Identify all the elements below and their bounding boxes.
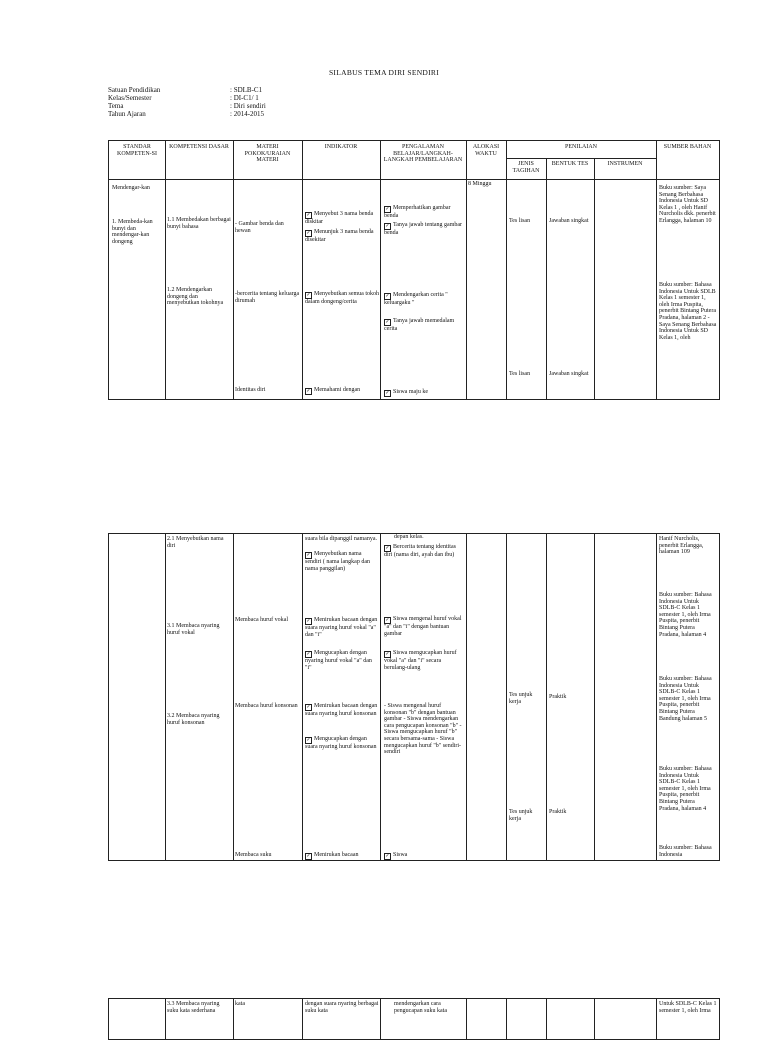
jenis-cell: Tes lisan: [509, 371, 531, 377]
column-divider: [165, 534, 166, 860]
column-divider: [656, 534, 657, 860]
indikator-item: [305, 387, 379, 395]
info-row: [108, 94, 266, 102]
row-divider: [109, 179, 719, 180]
pengalaman-cell: - Siswa mengenal huruf konsonan "b" dengan bantuan gambar - Siswa mendengarkan cara pengucapan konsonan "b" - Siswa mengucapkan huruf "b" secara bersama-sama - Siswa mengucapkan huruf "b" sendiri-sendiri: [384, 703, 462, 756]
pengalaman-text: Tanya jawab tentang gambar benda: [384, 222, 463, 236]
document-title: SILABUS TEMA DIRI SENDIRI: [328, 68, 440, 77]
header-sumber: SUMBER BAHAN: [663, 144, 712, 150]
column-divider: [656, 999, 657, 1039]
indikator-item: [305, 211, 379, 226]
column-divider: [546, 534, 547, 860]
pengalaman-item: [384, 650, 464, 671]
header-materi: MATERI POKOK/URAIAN MATERI: [244, 144, 291, 164]
checkbox-icon: ✓: [306, 231, 311, 236]
bentuk-cell: Praktik: [549, 694, 567, 700]
column-divider: [546, 158, 547, 399]
info-value: : 2014-2015: [230, 110, 265, 118]
indikator-text: Menunjuk 3 nama benda disekitar: [305, 229, 374, 243]
materi-cell: kata: [235, 1001, 245, 1007]
pengalaman-item: [384, 205, 464, 220]
pengalaman-item: [384, 544, 464, 559]
sumber-cell: Buku sumber: Saya Senang Berbahasa Indonesia Untuk SD Kelas 1 , oleh Hanif Nurcholis dkk. penerbit Erlangga, halaman 10: [659, 185, 716, 224]
column-divider: [506, 179, 507, 399]
syllabus-table-page-1: [108, 140, 720, 400]
header-bentuk: BENTUK TES: [551, 161, 589, 167]
checkbox-icon: ✓: [306, 652, 311, 657]
checkbox-icon: ✓: [385, 854, 390, 859]
pengalaman-text: Mendengarkan cerita " keluargaku ": [384, 292, 448, 306]
header-alokasi: ALOKASI WAKTU: [472, 144, 500, 157]
identity-block: [108, 86, 266, 118]
pengalaman-text: Siswa maju ke: [393, 389, 428, 395]
column-divider: [233, 999, 234, 1039]
header-jenis: JENIS TAGIHAN: [512, 161, 540, 174]
checkbox-icon: ✓: [385, 546, 390, 551]
indikator-text: Mengucapkan dengan nyaring huruf vokal "a" dan "i": [305, 650, 372, 671]
indikator-item: [305, 703, 379, 718]
indikator-text: Menirukan bacaan: [314, 852, 359, 858]
checkbox-icon: ✓: [306, 389, 311, 394]
header-standar: STANDAR KOMPETEN-SI: [117, 144, 157, 157]
pengalaman-item: [384, 389, 464, 397]
column-divider: [233, 534, 234, 860]
syllabus-table-page-3: [108, 998, 720, 1040]
bentuk-cell: Jawaban singkat: [549, 218, 589, 224]
pengalaman-item: [384, 616, 464, 637]
materi-cell: Membaca suku: [235, 852, 272, 858]
checkbox-icon: ✓: [385, 224, 390, 229]
checkbox-icon: ✓: [306, 553, 311, 558]
column-divider: [466, 999, 467, 1039]
pengalaman-text: depan kelas.: [394, 534, 424, 540]
info-row: [108, 102, 266, 110]
pengalaman-text: Bercerita tentang identitas diri (nama diri, ayah dan ibu): [384, 544, 456, 558]
bentuk-cell: Jawaban singkat: [549, 371, 589, 377]
sumber-cell: Untuk SDLB-C Kelas 1 semester 1, oleh Irma: [659, 1001, 717, 1014]
standar-cell: 1. Membeda-kan bunyi dan mendengar-kan dongeng: [112, 219, 153, 245]
info-value: : Diri sendiri: [230, 102, 266, 110]
kd-cell: 2.1 Menyebutkan nama diri: [167, 536, 224, 549]
standar-cell: Mendengar-kan: [112, 185, 150, 191]
indikator-text: Menyebutkan semua tokoh dalam dongeng/cerita: [305, 291, 379, 305]
info-key: Tema: [108, 102, 124, 110]
syllabus-table-page-2: [108, 533, 720, 861]
pengalaman-text: Siswa: [393, 852, 408, 858]
sumber-cell: Buku sumber: Bahasa Indonesia: [659, 845, 712, 858]
sumber-cell: Hanif Nurcholis, penerbit Erlangga, halaman 109: [659, 536, 704, 556]
indikator-item: [305, 736, 379, 751]
indikator-text: Memahami dengan: [314, 387, 361, 393]
indikator-item: [305, 650, 379, 671]
checkbox-icon: ✓: [385, 618, 390, 623]
checkbox-icon: ✓: [385, 207, 390, 212]
header-kompetensi: KOMPETENSI DASAR: [169, 144, 229, 150]
pengalaman-text: Siswa mengenal huruf vokal "a" dan "i" dengan bantuan gambar: [384, 616, 462, 637]
materi-cell: -bercerita tentang keluarga dirumah: [235, 291, 300, 304]
pengalaman-item: [384, 222, 464, 237]
indikator-item: [305, 551, 379, 572]
header-instrumen: INSTRUMEN: [607, 161, 643, 167]
row-divider: [506, 158, 656, 159]
checkbox-icon: ✓: [306, 619, 311, 624]
column-divider: [506, 999, 507, 1039]
kd-cell: 1.2 Mendengarkan dongeng dan menyebutkan tokohnya: [167, 287, 224, 307]
column-divider: [380, 999, 381, 1039]
materi-cell: Membaca huruf vokal: [235, 617, 288, 623]
checkbox-icon: ✓: [306, 293, 311, 298]
pengalaman-text: Siswa mengucapkan huruf vokal "a" dan "i" secara berulang-ulang: [384, 650, 457, 671]
column-divider: [506, 141, 507, 179]
column-divider: [380, 534, 381, 860]
pengalaman-item: [384, 292, 464, 307]
indikator-text: Menirukan bacaan dengan suara nyaring huruf konsonan: [305, 703, 378, 717]
indikator-text: Menyebutkan nama sendiri ( nama langkap dan nama panggilan): [305, 551, 370, 572]
header-pengalaman: PENGALAMAN BELAJAR/LANGKAH-LANGKAH PEMBELAJARAN: [383, 144, 463, 164]
checkbox-icon: ✓: [306, 854, 311, 859]
header-indikator: INDIKATOR: [324, 144, 358, 150]
checkbox-icon: ✓: [385, 320, 390, 325]
pengalaman-item: [384, 318, 464, 333]
column-divider: [546, 999, 547, 1039]
materi-cell: - Gambar benda dan hewan: [235, 221, 284, 234]
column-divider: [594, 999, 595, 1039]
pengalaman-item: [384, 852, 464, 860]
info-key: Tahun Ajaran: [108, 110, 146, 118]
column-divider: [302, 534, 303, 860]
info-value: : SDLB-C1: [230, 86, 263, 94]
indikator-text: dengan suara nyaring berbagai suku kata: [305, 1001, 379, 1014]
indikator-text: Mengucapkan dengan suara nyaring huruf konsonan: [305, 736, 377, 750]
materi-cell: Membaca huruf konsonan: [235, 703, 298, 709]
indikator-item: [305, 852, 379, 860]
indikator-item: [305, 291, 379, 306]
jenis-cell: Tes unjuk kerja: [509, 692, 533, 705]
checkbox-icon: ✓: [306, 213, 311, 218]
kd-cell: 3.3 Membaca nyaring suku kata sederhana: [167, 1001, 220, 1014]
kd-cell: 3.1 Membaca nyaring huruf vokal: [167, 623, 220, 636]
indikator-text: suara bila dipanggil namanya.: [305, 536, 377, 542]
column-divider: [594, 158, 595, 399]
column-divider: [302, 999, 303, 1039]
materi-cell: Identitas diri: [235, 387, 266, 393]
pengalaman-text: Memperhatikan gambar benda: [384, 205, 451, 219]
checkbox-icon: ✓: [306, 705, 311, 710]
sumber-cell: Buku sumber: Bahasa Indonesia Untuk SDLB-C Kelas 1 semester 1, oleh Irma Puspita, penerbit Bintang Putera Bandung halaman 5: [659, 676, 712, 722]
info-key: Kelas/Semester: [108, 94, 152, 102]
info-row: [108, 110, 266, 118]
kd-cell: 1.1 Membedakan berbagai bunyi bahasa: [167, 217, 231, 230]
kd-cell: 3.2 Membaca nyaring huruf konsonan: [167, 713, 220, 726]
checkbox-icon: ✓: [385, 391, 390, 396]
indikator-item: [305, 229, 379, 244]
alokasi-cell: 8 Minggu: [468, 181, 492, 187]
sumber-cell: Buku sumber: Bahasa Indonesia Untuk SDLB Kelas 1 semester 1, oleh Irma Puspita, penerbit Bintang Putera Pradana, halaman 2 - Saya Senang Berbahasa Indonesia Untuk SD Kelas 1, oleh: [659, 282, 717, 341]
pengalaman-text: mendengarkan cara pengucapan suku kata: [394, 1001, 447, 1014]
bentuk-cell: Praktik: [549, 809, 567, 815]
indikator-item: [305, 617, 379, 638]
jenis-cell: Tes unjuk kerja: [509, 809, 533, 822]
pengalaman-text: Tanya jawab memedalam cerita: [384, 318, 455, 332]
column-divider: [506, 534, 507, 860]
checkbox-icon: ✓: [385, 294, 390, 299]
indikator-text: Menirukan bacaan dengan suara nyaring huruf vokal "a" dan "i": [305, 617, 378, 638]
checkbox-icon: ✓: [385, 652, 390, 657]
checkbox-icon: ✓: [306, 738, 311, 743]
sumber-cell: Buku sumber: Bahasa Indonesia Untuk SDLB-C Kelas 1 semester 1, oleh Irma Puspita, penerbit Bintang Putera Pradana, halaman 4: [659, 592, 712, 638]
column-divider: [165, 999, 166, 1039]
header-penilaian: PENILAIAN: [565, 144, 597, 150]
column-divider: [594, 534, 595, 860]
info-value: : DI-C1/ 1: [230, 94, 259, 102]
column-divider: [466, 534, 467, 860]
sumber-cell: Buku sumber: Bahasa Indonesia Untuk SDLB-C Kelas 1 semester 1, oleh Irma Puspita, penerbit Bintang Putera Pradana, halaman 4: [659, 766, 712, 812]
jenis-cell: Tes lisan: [509, 218, 531, 224]
info-row: [108, 86, 266, 94]
indikator-text: Menyebut 3 nama benda diskitar: [305, 211, 374, 225]
info-key: Satuan Pendidikan: [108, 86, 161, 94]
